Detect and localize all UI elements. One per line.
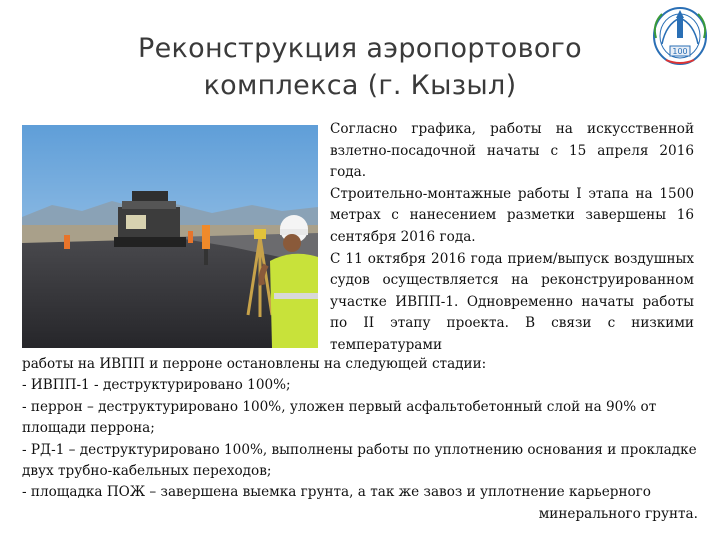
- right-column-text: [330, 119, 694, 357]
- paragraph-october-operations: С 11 октября 2016 года прием/выпуск воздушных судов осуществляется на реконструированном участке ИВПП-1. Одновременно начаты работы по II этапу проекта. В связи с низкими температурами: [330, 250, 694, 353]
- title-line-2: комплекса (г. Кызыл): [203, 70, 517, 101]
- bottom-line-apron: - перрон – деструктурировано 100%, уложен первый асфальтобетонный слой на 90% от площади перрона;: [22, 398, 657, 437]
- bottom-line-pozh: - площадка ПОЖ – завершена выемка грунта, а так же завоз и уплотнение карьерного: [22, 484, 651, 501]
- page-title: [60, 30, 660, 104]
- bottom-line-last: минерального грунта.: [538, 505, 698, 522]
- runway-construction-photo: [22, 125, 318, 348]
- bottom-line-rd1: - РД-1 – деструктурировано 100%, выполнены работы по уплотнению основания и прокладке двух трубно-кабельных переходов;: [22, 441, 697, 480]
- title-line-1: Реконструкция аэропортового: [138, 33, 582, 64]
- paragraph-start-date: Согласно графика, работы на искусственной взлетно-посадочной начаты с 15 апреля 2016 года.: [330, 121, 694, 181]
- bottom-text-block: [22, 354, 698, 525]
- bottom-line-1: работы на ИВПП и перроне остановлены на следующей стадии:: [22, 356, 487, 372]
- emblem-text: 100: [672, 47, 688, 56]
- paragraph-stage-one: Строительно-монтажные работы I этапа на 1500 метрах с нанесением разметки завершены 16 сентября 2016 года.: [330, 185, 694, 245]
- bottom-line-ivpp: - ИВПП-1 - деструктурировано 100%;: [22, 377, 291, 394]
